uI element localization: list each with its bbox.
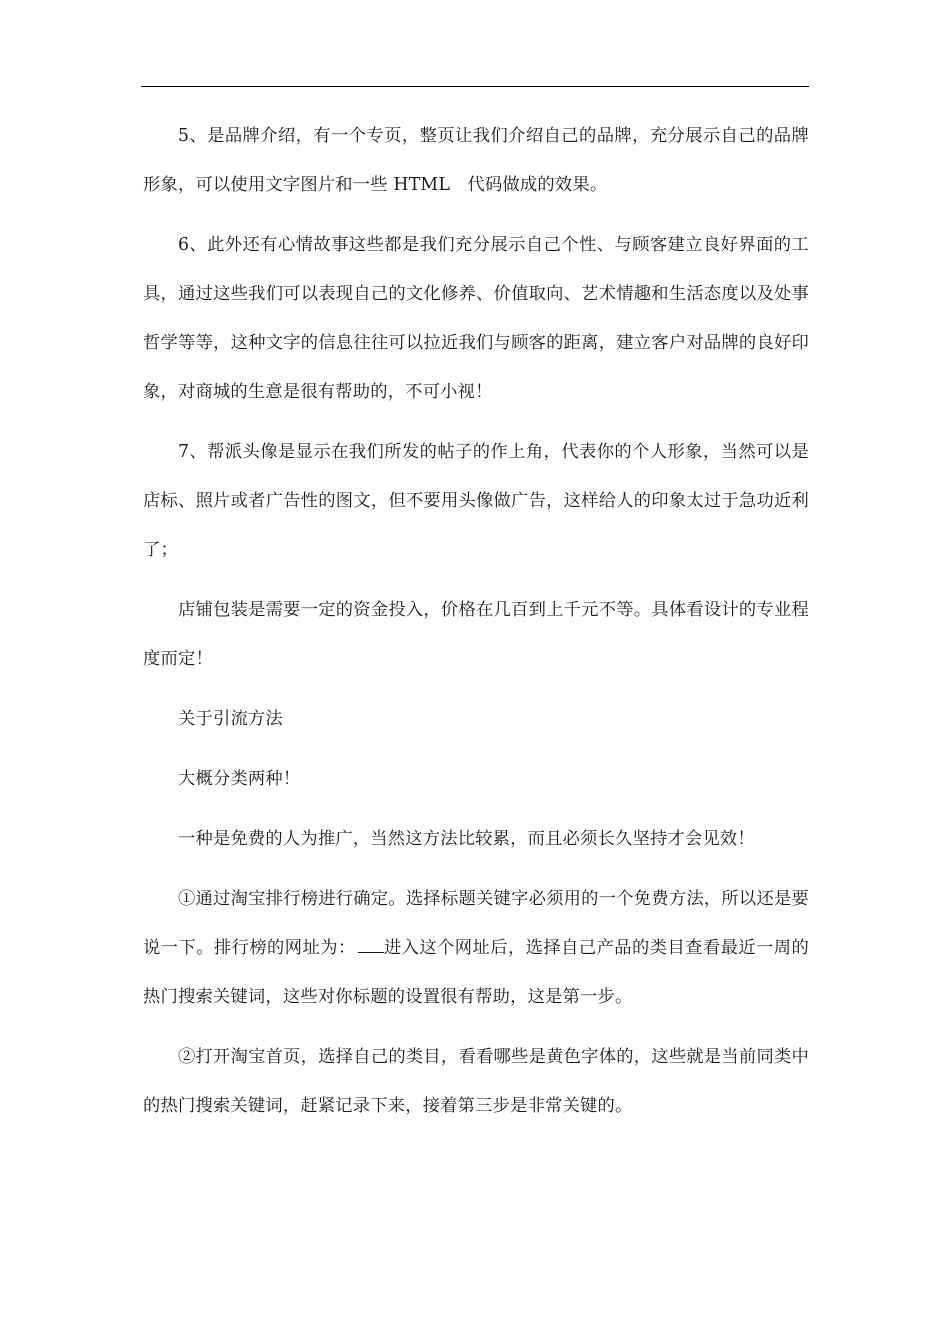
paragraph-avatar: 7、帮派头像是显示在我们所发的帖子的作上角，代表你的个人形象，当然可以是店标、照片或者广告性的图文，但不要用头像做广告，这样给人的印象太过于急功近利了； [143, 442, 809, 560]
paragraph-two-categories: 大概分类两种！ [178, 769, 301, 789]
ranking-text-before-blank: ①通过淘宝排行榜进行确定。选择标题关键字必须用的一个免费方法，所以还是要说一下。排行榜的网址为： [143, 889, 809, 958]
paragraph-store-packaging: 店铺包装是需要一定的资金投入，价格在几百到上千元不等。具体看设计的专业程度而定！ [143, 600, 809, 669]
paragraph-homepage-keywords: ②打开淘宝首页，选择自己的类目，看看哪些是黄色字体的，这些就是当前同类中的热门搜索关键词，赶紧记录下来，接着第三步是非常关键的。 [143, 1047, 809, 1116]
document-body [143, 112, 809, 1142]
header-rule [141, 86, 809, 87]
url-blank [358, 934, 384, 953]
paragraph-mood-stories: 6、此外还有心情故事这些都是我们充分展示自己个性、与顾客建立良好界面的工具，通过这些我们可以表现自己的文化修养、价值取向、艺术情趣和生活态度以及处事哲学等等，这种文字的信息往往可以拉近我们与顾客的距离，建立客户对品牌的良好印象，对商城的生意是很有帮助的，不可小视！ [143, 235, 809, 402]
paragraph-brand-intro: 5、是品牌介绍，有一个专页，整页让我们介绍自己的品牌，充分展示自己的品牌形象，可以使用文字图片和一些 HTML 代码做成的效果。 [143, 126, 809, 195]
paragraph-ranking-list [143, 875, 809, 1022]
ranking-text-after-blank: 进入这个网址后，选择自己产品的类目查看最近一周的热门搜索关键词，这些对你标题的设置很有帮助，这是第一步。 [143, 938, 809, 1007]
paragraph-free-promotion: 一种是免费的人为推广，当然这方法比较累，而且必须长久坚持才会见效！ [178, 829, 755, 849]
paragraph-traffic-heading: 关于引流方法 [178, 709, 283, 729]
